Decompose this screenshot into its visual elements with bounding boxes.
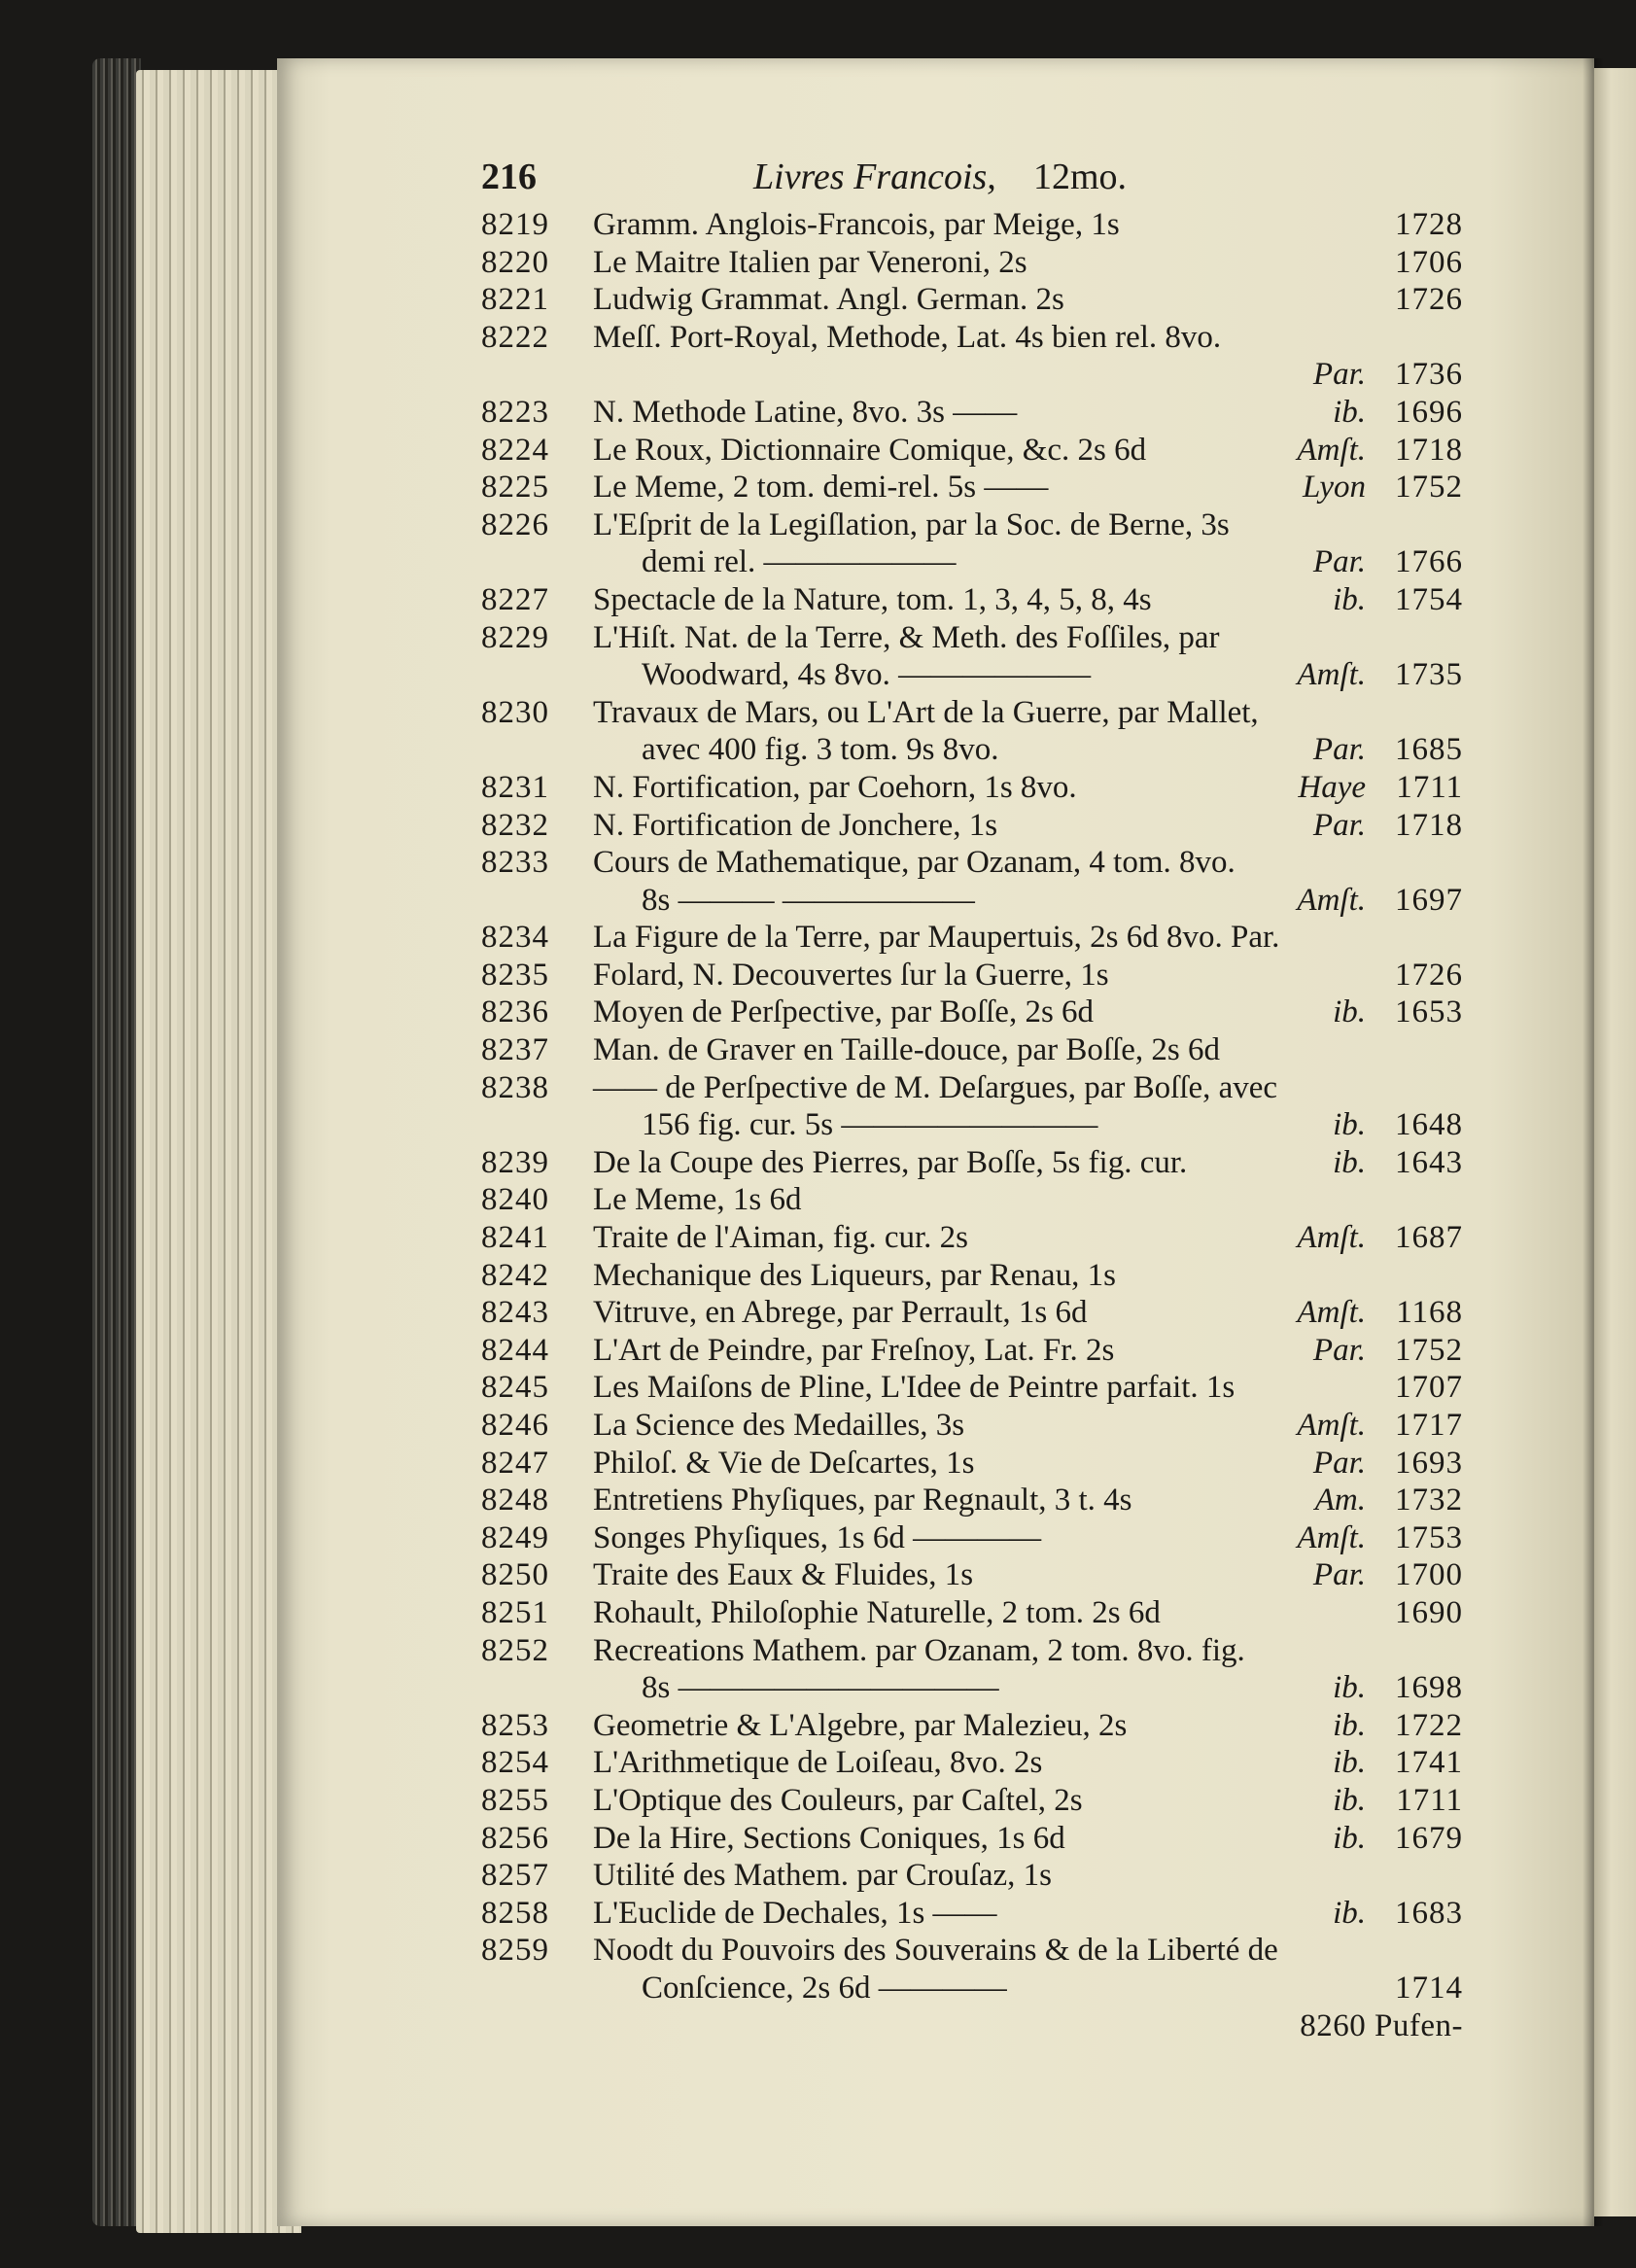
entry-number: 8256: [481, 1820, 549, 1856]
catalogue-entry: [481, 731, 1463, 769]
catalogue-entry: [481, 882, 1463, 920]
entry-number: 8253: [481, 1707, 549, 1743]
catalogue-entry: [481, 994, 1463, 1031]
entry-number: 8219: [481, 207, 549, 242]
book-spine-edge: [92, 58, 141, 2226]
entry-year: 1648: [1395, 1107, 1463, 1143]
entry-year: 1168: [1396, 1295, 1463, 1331]
catalogue-entry: [481, 1594, 1463, 1632]
entry-year: 1685: [1395, 732, 1463, 768]
entry-description: avec 400 fig. 3 tom. 9s 8vo.: [642, 732, 999, 768]
entry-year: 1653: [1395, 994, 1463, 1030]
entry-description: Conſcience, 2s 6d ————: [642, 1970, 1007, 2006]
entry-description: —— de Perſpective de M. Deſargues, par Boſſe, avec: [593, 1069, 1278, 1105]
entry-number: 8234: [481, 920, 549, 956]
entry-year: 1718: [1395, 807, 1463, 843]
entry-year: 1693: [1395, 1445, 1463, 1481]
entry-place: ib.: [1333, 1670, 1366, 1706]
entry-description: demi rel. ——————: [642, 544, 957, 580]
running-title: Livres Francois,: [753, 157, 996, 197]
entry-description: Cours de Mathematique, par Ozanam, 4 tom. 8vo.: [593, 845, 1236, 881]
catalogue-entries: [481, 206, 1463, 2007]
entry-year: 1722: [1395, 1707, 1463, 1743]
entry-number: 8235: [481, 957, 549, 993]
entry-year: 1753: [1395, 1519, 1463, 1555]
entry-description: L'Arithmetique de Loiſeau, 8vo. 2s: [593, 1745, 1043, 1781]
entry-number: 8222: [481, 319, 549, 355]
catalogue-entry: [481, 581, 1463, 619]
facing-page-edge: [1594, 68, 1636, 2216]
entry-description: Le Meme, 1s 6d: [593, 1182, 802, 1218]
entry-year: 1687: [1395, 1220, 1463, 1256]
entry-number: 8241: [481, 1220, 549, 1256]
entry-year: 1714: [1395, 1970, 1463, 2006]
catalogue-entry: [481, 619, 1463, 657]
entry-place: Amſt.: [1297, 1295, 1366, 1331]
catalogue-entry: [481, 1332, 1463, 1370]
entry-year: 1736: [1395, 357, 1463, 393]
catalogue-entry: [481, 1369, 1463, 1407]
entry-year: 1732: [1395, 1483, 1463, 1518]
entry-number: 8239: [481, 1144, 549, 1180]
entry-place: ib.: [1333, 394, 1366, 430]
entry-description: Songes Phyſiques, 1s 6d ————: [593, 1519, 1042, 1555]
entry-place: Par.: [1312, 544, 1366, 580]
entry-description: Ludwig Grammat. Angl. German. 2s: [593, 282, 1064, 318]
entry-year: 1754: [1395, 581, 1463, 617]
entry-number: 8242: [481, 1257, 549, 1293]
entry-number: 8223: [481, 394, 549, 430]
entry-number: 8221: [481, 282, 549, 318]
entry-description: L'Eſprit de la Legiſlation, par la Soc. de Berne, 3s: [593, 506, 1230, 542]
entry-description: Moyen de Perſpective, par Boſſe, 2s 6d: [593, 994, 1095, 1030]
catalogue-entry: [481, 1707, 1463, 1745]
entry-description: L'Optique des Couleurs, par Caſtel, 2s: [593, 1782, 1083, 1818]
catalogue-entry: [481, 1820, 1463, 1858]
catalogue-entry: [481, 1970, 1463, 2007]
entry-place: Par.: [1312, 807, 1366, 843]
entry-description: Rohault, Philoſophie Naturelle, 2 tom. 2s 6d: [593, 1594, 1161, 1630]
catalogue-entry: [481, 432, 1463, 470]
entry-description: L'Art de Peindre, par Freſnoy, Lat. Fr. 2s: [593, 1332, 1115, 1368]
catalogue-entry: [481, 356, 1463, 394]
catalogue-entry: [481, 244, 1463, 282]
entry-place: Par.: [1312, 732, 1366, 768]
entry-number: 8250: [481, 1557, 549, 1593]
entry-description: N. Fortification de Jonchere, 1s: [593, 807, 998, 843]
entry-place: Amſt.: [1297, 1408, 1366, 1443]
entry-place: Lyon: [1302, 470, 1366, 506]
entry-year: 1683: [1395, 1895, 1463, 1931]
entry-number: 8231: [481, 769, 549, 805]
entry-number: 8243: [481, 1295, 549, 1331]
catalogue-entry: [481, 1895, 1463, 1933]
catalogue-entry: [481, 919, 1463, 957]
catalogue-entry: [481, 1519, 1463, 1557]
entry-number: 8227: [481, 581, 549, 617]
entry-number: 8237: [481, 1032, 549, 1068]
catalogue-entry: [481, 769, 1463, 807]
entry-description: Traite de l'Aiman, fig. cur. 2s: [593, 1220, 969, 1256]
page-header: [481, 156, 1463, 206]
entry-place: Amſt.: [1297, 882, 1366, 918]
entry-year: 1752: [1395, 1332, 1463, 1368]
catalogue-entry: [481, 957, 1463, 994]
entry-number: 8232: [481, 807, 549, 843]
entry-number: 8258: [481, 1895, 549, 1931]
catalogue-entry: [481, 469, 1463, 506]
catalogue-entry: [481, 1782, 1463, 1820]
entry-number: 8225: [481, 470, 549, 506]
entry-number: 8238: [481, 1069, 549, 1105]
catalogue-entry: [481, 1857, 1463, 1895]
entry-description: La Figure de la Terre, par Maupertuis, 2s 6d 8vo. Par.: [593, 920, 1280, 956]
entry-number: 8259: [481, 1933, 549, 1969]
entry-description: De la Coupe des Pierres, par Boſſe, 5s fig. cur.: [593, 1144, 1188, 1180]
entry-number: 8257: [481, 1858, 549, 1894]
page-text: [481, 156, 1463, 2044]
catalogue-entry: [481, 656, 1463, 694]
entry-number: 8255: [481, 1782, 549, 1818]
entry-year: 1643: [1395, 1144, 1463, 1180]
catalogue-entry: [481, 1445, 1463, 1483]
entry-description: Folard, N. Decouvertes ſur la Guerre, 1s: [593, 957, 1109, 993]
entry-description: L'Euclide de Dechales, 1s ——: [593, 1895, 997, 1931]
catalogue-entry: [481, 1144, 1463, 1182]
entry-description: Woodward, 4s 8vo. ——————: [642, 657, 1092, 693]
catalogue-entry: [481, 1744, 1463, 1782]
entry-description: Vitruve, en Abrege, par Perrault, 1s 6d: [593, 1295, 1088, 1331]
catalogue-entry: [481, 1932, 1463, 1970]
entry-place: ib.: [1333, 581, 1366, 617]
entry-description: 156 fig. cur. 5s ————————: [642, 1107, 1098, 1143]
entry-description: Noodt du Pouvoirs des Souverains & de la Liberté de: [593, 1933, 1278, 1969]
entry-place: Amſt.: [1297, 657, 1366, 693]
catalogue-entry: [481, 807, 1463, 845]
entry-place: Amſt.: [1297, 1519, 1366, 1555]
entry-year: 1752: [1395, 470, 1463, 506]
entry-place: ib.: [1333, 1895, 1366, 1931]
entry-year: 1700: [1395, 1557, 1463, 1593]
entry-place: ib.: [1333, 1820, 1366, 1856]
entry-description: Utilité des Mathem. par Crouſaz, 1s: [593, 1858, 1052, 1894]
entry-place: ib.: [1333, 1144, 1366, 1180]
entry-place: Am.: [1314, 1483, 1366, 1518]
catalogue-entry: [481, 1106, 1463, 1144]
catalogue-entry: [481, 1181, 1463, 1219]
entry-description: Mechanique des Liqueurs, par Renau, 1s: [593, 1257, 1116, 1293]
entry-place: ib.: [1333, 994, 1366, 1030]
entry-description: Gramm. Anglois-Francois, par Meige, 1s: [593, 207, 1120, 242]
entry-place: Par.: [1312, 1332, 1366, 1368]
entry-year: 1726: [1395, 282, 1463, 318]
entry-description: Entretiens Phyſiques, par Regnault, 3 t. 4s: [593, 1483, 1132, 1518]
entry-description: Travaux de Mars, ou L'Art de la Guerre, par Mallet,: [593, 694, 1259, 730]
entry-year: 1697: [1395, 882, 1463, 918]
catalogue-entry: [481, 1257, 1463, 1295]
entry-place: Par.: [1312, 357, 1366, 393]
catalogue-entry: [481, 1669, 1463, 1707]
catalogue-entry: [481, 844, 1463, 882]
catalogue-entry: [481, 543, 1463, 581]
entry-number: 8245: [481, 1370, 549, 1406]
entry-number: 8229: [481, 619, 549, 655]
entry-place: Par.: [1312, 1557, 1366, 1593]
entry-year: 1711: [1396, 1782, 1463, 1818]
entry-year: 1766: [1395, 544, 1463, 580]
entry-description: Le Roux, Dictionnaire Comique, &c. 2s 6d: [593, 432, 1147, 468]
entry-year: 1706: [1395, 244, 1463, 280]
entry-description: Philoſ. & Vie de Deſcartes, 1s: [593, 1445, 975, 1481]
catalogue-entry: [481, 1556, 1463, 1594]
entry-description: La Science des Medailles, 3s: [593, 1408, 965, 1443]
entry-place: Amſt.: [1297, 432, 1366, 468]
entry-number: 8254: [481, 1745, 549, 1781]
book-format: 12mo.: [1033, 157, 1128, 197]
entry-number: 8244: [481, 1332, 549, 1368]
entry-description: N. Methode Latine, 8vo. 3s ——: [593, 394, 1018, 430]
entry-place: Haye: [1298, 769, 1366, 805]
entry-description: Meſſ. Port-Royal, Methode, Lat. 4s bien rel. 8vo.: [593, 319, 1222, 355]
entry-number: 8240: [481, 1182, 549, 1218]
entry-place: Amſt.: [1297, 1220, 1366, 1256]
entry-description: 8s ——— ——————: [642, 882, 975, 918]
entry-number: 8252: [481, 1632, 549, 1668]
entry-number: 8233: [481, 845, 549, 881]
catalogue-entry: [481, 694, 1463, 732]
entry-year: 1707: [1395, 1370, 1463, 1406]
entry-description: Spectacle de la Nature, tom. 1, 3, 4, 5, 8, 4s: [593, 581, 1152, 617]
entry-number: 8220: [481, 244, 549, 280]
catalogue-entry: [481, 1482, 1463, 1519]
catalogue-entry: [481, 1632, 1463, 1670]
entry-year: 1728: [1395, 207, 1463, 242]
entry-year: 1717: [1395, 1408, 1463, 1443]
catchword-line: [481, 2007, 1463, 2045]
page-number: 216: [481, 157, 537, 197]
catchword: 8260 Pufen-: [1300, 2007, 1463, 2043]
entry-year: 1698: [1395, 1670, 1463, 1706]
catalogue-entry: [481, 281, 1463, 319]
catalogue-entry: [481, 1069, 1463, 1107]
entry-description: L'Hiſt. Nat. de la Terre, & Meth. des Foſſiles, par: [593, 619, 1220, 655]
entry-description: Le Maitre Italien par Veneroni, 2s: [593, 244, 1027, 280]
catalogue-entry: [481, 1219, 1463, 1257]
entry-year: 1735: [1395, 657, 1463, 693]
entry-number: 8248: [481, 1483, 549, 1518]
entry-number: 8251: [481, 1594, 549, 1630]
catalogue-entry: [481, 319, 1463, 357]
catalogue-entry: [481, 1407, 1463, 1445]
entry-description: Les Maiſons de Pline, L'Idee de Peintre parfait. 1s: [593, 1370, 1236, 1406]
entry-description: Man. de Graver en Taille-douce, par Boſſe, 2s 6d: [593, 1032, 1220, 1068]
entry-place: ib.: [1333, 1707, 1366, 1743]
entry-place: ib.: [1333, 1745, 1366, 1781]
entry-number: 8246: [481, 1408, 549, 1443]
entry-year: 1690: [1395, 1594, 1463, 1630]
entry-number: 8249: [481, 1519, 549, 1555]
catalogue-entry: [481, 206, 1463, 244]
entry-year: 1696: [1395, 394, 1463, 430]
entry-year: 1679: [1395, 1820, 1463, 1856]
entry-place: ib.: [1333, 1107, 1366, 1143]
entry-number: 8226: [481, 506, 549, 542]
entry-description: N. Fortification, par Coehorn, 1s 8vo.: [593, 769, 1077, 805]
entry-number: 8230: [481, 694, 549, 730]
entry-year: 1741: [1395, 1745, 1463, 1781]
catalogue-entry: [481, 506, 1463, 544]
entry-place: ib.: [1333, 1782, 1366, 1818]
entry-year: 1711: [1396, 769, 1463, 805]
entry-description: Recreations Mathem. par Ozanam, 2 tom. 8vo. fig.: [593, 1632, 1245, 1668]
entry-number: 8236: [481, 994, 549, 1030]
entry-place: Par.: [1312, 1445, 1366, 1481]
entry-number: 8247: [481, 1445, 549, 1481]
entry-description: Le Meme, 2 tom. demi-rel. 5s ——: [593, 470, 1049, 506]
entry-description: Geometrie & L'Algebre, par Malezieu, 2s: [593, 1707, 1128, 1743]
entry-description: Traite des Eaux & Fluides, 1s: [593, 1557, 974, 1593]
catalogue-entry: [481, 394, 1463, 432]
entry-description: 8s ——————————: [642, 1670, 999, 1706]
entry-description: De la Hire, Sections Coniques, 1s 6d: [593, 1820, 1065, 1856]
entry-year: 1726: [1395, 957, 1463, 993]
catalogue-entry: [481, 1031, 1463, 1069]
entry-year: 1718: [1395, 432, 1463, 468]
entry-number: 8224: [481, 432, 549, 468]
catalogue-entry: [481, 1294, 1463, 1332]
